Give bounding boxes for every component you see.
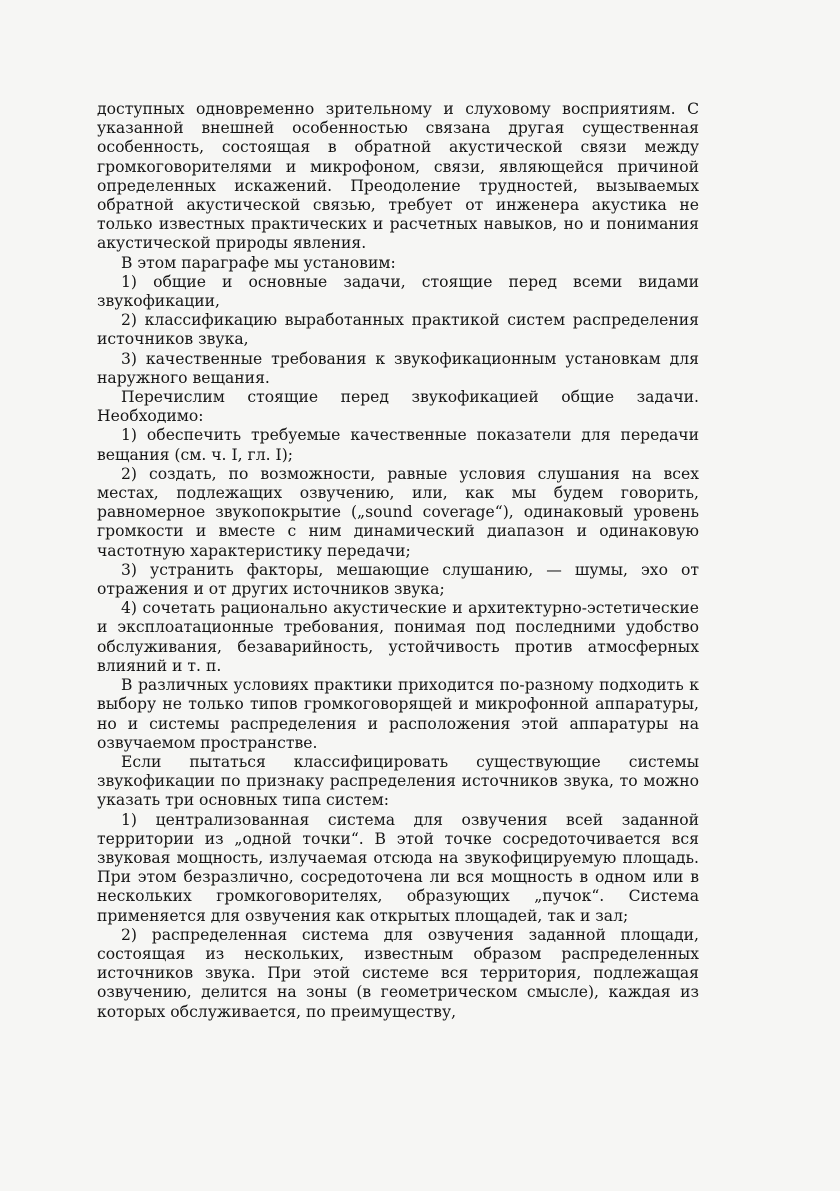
paragraph-section-goals: В этом параграфе мы установим:: [121, 253, 396, 272]
paragraph-tasks-intro: Перечислим стоящие перед звукофикацией общие задачи. Необходимо:: [97, 388, 699, 426]
paragraph-classification: Если пытаться классифицировать существующие системы звукофикации по признаку распределения источников звука, то можно указать три основных типа систем:: [97, 752, 699, 810]
list-item-goal-2: 2) классификацию выработанных практикой систем распределения источников звука,: [97, 311, 699, 349]
list-item-goal-1: 1) общие и основные задачи, стоящие перед всеми видами звукофикации,: [97, 272, 699, 311]
list-item-system-1: 1) централизованная система для озвучения всей заданной территории из „одной точки“. В этой точке сосредоточивается вся звуковая мощность, излучаемая отсюда на звукофицируемую площадь. При этом безразлично, сосредоточена ли вся мощность в одном или в нескольких громкоговорителях, образующих „пучок“. Система применяется для озвучения как открытых площадей, так и зал;: [97, 810, 699, 925]
list-item-task-1: 1) обеспечить требуемые качественные показатели для передачи вещания (см. ч. I, гл. I);: [97, 426, 699, 464]
list-item-task-3: 3) устранить факторы, мешающие слушанию, — шумы, эхо от отражения и от других источников звука;: [97, 560, 699, 599]
paragraph-intro: доступных одновременно зрительному и слуховому восприятиям. С указанной внешней особенностью связана другая существенная особенность, состоящая в обратной акустической связи между громкоговорителями и микрофоном, связи, являющейся причиной определенных искажений. Преодоление трудностей, вызываемых обратной акустической связью, требует от инженера акустика не только известных практических и расчетных навыков, но и понимания акустической природы явления.: [97, 100, 699, 253]
list-item-task-4: 4) сочетать рационально акустические и архитектурно-эстетические и эксплоатационные требования, понимая под последними удобство обслуживания, безаварийность, устойчивость против атмосферных влияний и т. п.: [97, 599, 699, 675]
paragraph-practice: В различных условиях практики приходится по-разному подходить к выбору не только типов громкоговорящей и микрофонной аппаратуры, но и системы распределения и расположения этой аппаратуры на озвучаемом пространстве.: [97, 676, 699, 752]
list-item-goal-3: 3) качественные требования к звукофикационным установкам для наружного вещания.: [97, 349, 699, 387]
list-item-system-2: 2) распределенная система для озвучения заданной площади, состоящая из нескольких, известным образом распределенных источников звука. При этой системе вся территория, подлежащая озвучению, делится на зоны (в геометрическом смысле), каждая из которых обслуживается, по преимуществу,: [97, 925, 699, 1021]
list-item-task-2: 2) создать, по возможности, равные условия слушания на всех местах, подлежащих озвучению, или, как мы будем говорить, равномерное звукопокрытие („sound coverage“), одинаковый уровень громкости и вместе с ним динамический диапазон и одинаковую частотную характеристику передачи;: [97, 464, 699, 560]
page-text: [97, 100, 699, 1022]
